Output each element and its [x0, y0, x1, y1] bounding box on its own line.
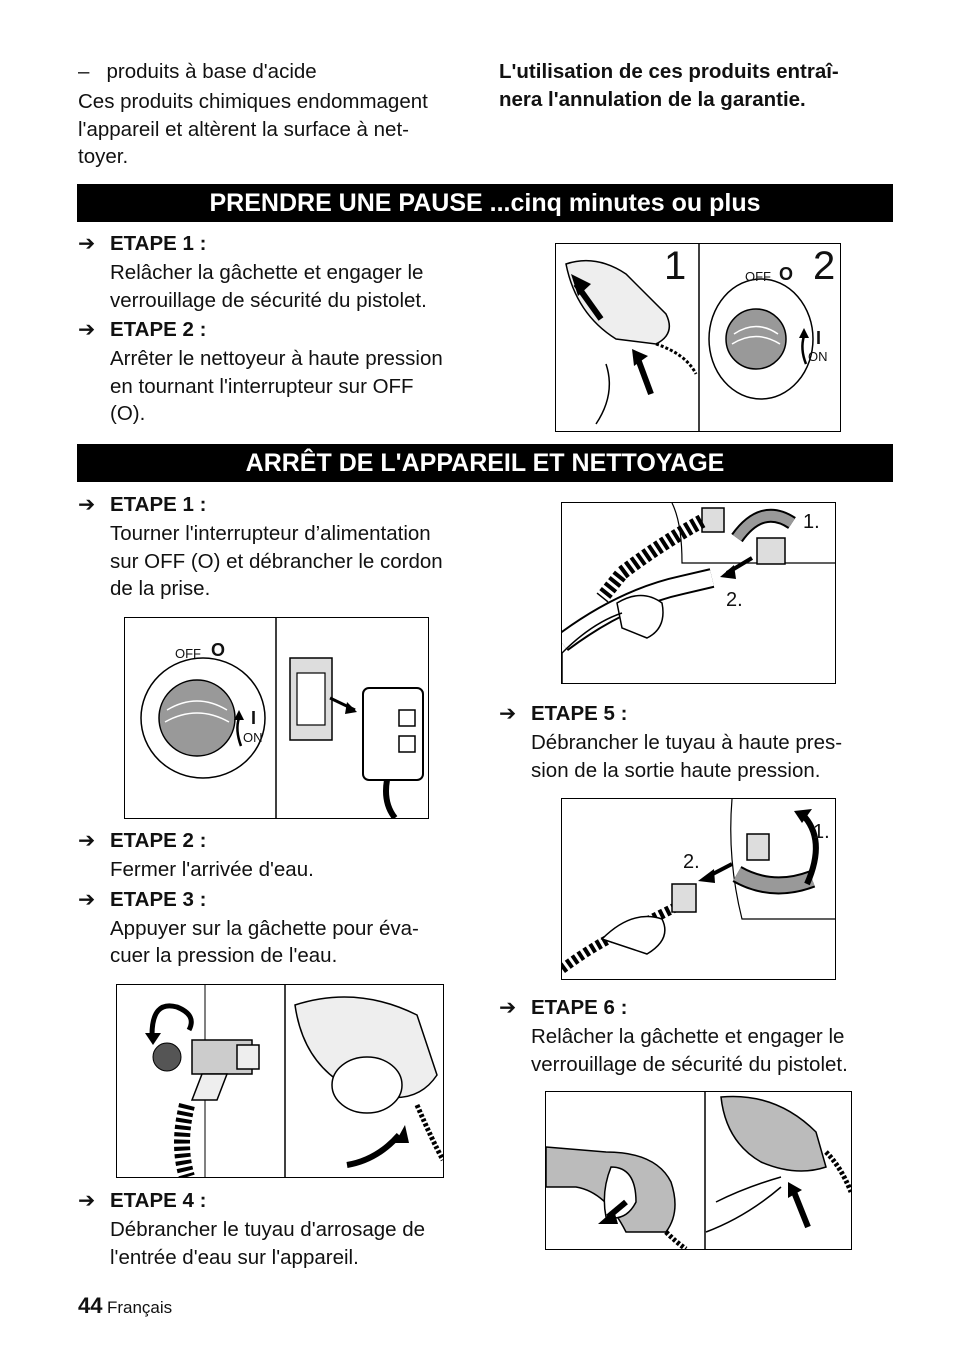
water-pressure-figure — [116, 984, 444, 1178]
on-symbol: I — [251, 708, 257, 728]
page-number: 44 — [78, 1293, 103, 1318]
arrow-right-icon: ➔ — [78, 318, 96, 341]
section-title-shutdown: ARRÊT DE L'APPAREIL ET NETTOYAGE — [77, 444, 893, 482]
hose-label-2: 2. — [726, 589, 743, 611]
figure-number-1: 1 — [664, 244, 687, 288]
unplug-figure — [124, 617, 429, 819]
gun-safety-illustration — [546, 1092, 851, 1249]
high-pressure-hose-illustration — [562, 799, 835, 979]
off-symbol: O — [779, 264, 794, 284]
hose-label-1: 1. — [803, 511, 820, 533]
step-text: Arrêter le nettoyeur à haute pression en tournant l'interrupteur sur OFF (O). — [110, 347, 443, 425]
arrow-right-icon: ➔ — [499, 996, 517, 1019]
shutdown-step-1: ➔ ETAPE 1 : Tourner l'interrupteur d’alimentation sur OFF (O) et débrancher le cordon de la prise. — [78, 493, 443, 600]
shutdown-step-5: ➔ ETAPE 5 : Débrancher le tuyau à haute pres- sion de la sortie haute pression. — [499, 702, 843, 782]
step-text: Relâcher la gâchette et engager le verrouillage de sécurité du pistolet. — [110, 261, 427, 312]
step-heading: ➔ ETAPE 1 : — [78, 232, 207, 255]
intro-paragraph: Ces produits chimiques endommagent l'appareil et altèrent la surface à net- toyer. — [78, 90, 428, 168]
shutdown-step-4: ➔ ETAPE 4 : Débrancher le tuyau d'arrosage de l'entrée d'eau sur l'appareil. — [78, 1189, 426, 1269]
on-symbol: I — [816, 328, 822, 348]
high-pressure-hose-figure — [561, 798, 836, 980]
acid-products-item: – produits à base d'acide — [78, 60, 317, 83]
on-label: ON — [808, 349, 828, 364]
on-label: ON — [243, 730, 263, 745]
garden-hose-figure — [561, 502, 836, 684]
shutdown-step-2-3: ➔ ETAPE 2 : Fermer l'arrivée d'eau. ➔ ETAPE 3 : Appuyer sur la gâchette pour éva- cuer la pression de l'eau. — [78, 829, 419, 967]
arrow-right-icon: ➔ — [78, 829, 96, 852]
off-label: OFF — [745, 269, 771, 284]
off-label: OFF — [175, 646, 201, 661]
safety-lock-figure — [545, 1091, 852, 1250]
arrow-right-icon: ➔ — [78, 887, 96, 911]
trigger-and-switch-illustration — [556, 244, 840, 431]
tap-and-trigger-illustration — [117, 985, 443, 1177]
section-title-pause: PRENDRE UNE PAUSE ...cinq minutes ou plus — [77, 184, 893, 222]
warranty-warning: L'utilisation de ces produits entraî- nera l'annulation de la garantie. — [499, 60, 839, 111]
hp-label-2: 2. — [683, 851, 700, 873]
garden-hose-illustration — [562, 503, 835, 683]
switch-and-plug-illustration — [125, 618, 428, 818]
figure-number-2: 2 — [813, 244, 836, 288]
arrow-right-icon: ➔ — [499, 702, 517, 725]
arrow-right-icon: ➔ — [78, 232, 96, 255]
page-footer — [78, 1293, 172, 1319]
hp-label-1: 1. — [813, 821, 830, 843]
off-symbol: O — [211, 640, 226, 660]
step-heading: ➔ ETAPE 2 : — [78, 318, 207, 341]
shutdown-step-6: ➔ ETAPE 6 : Relâcher la gâchette et engager le verrouillage de sécurité du pistolet. — [499, 996, 848, 1076]
arrow-right-icon: ➔ — [78, 493, 96, 516]
arrow-right-icon: ➔ — [78, 1189, 96, 1212]
pause-steps — [78, 230, 488, 428]
language-label: Français — [106, 1298, 173, 1317]
pause-figure — [555, 243, 841, 432]
